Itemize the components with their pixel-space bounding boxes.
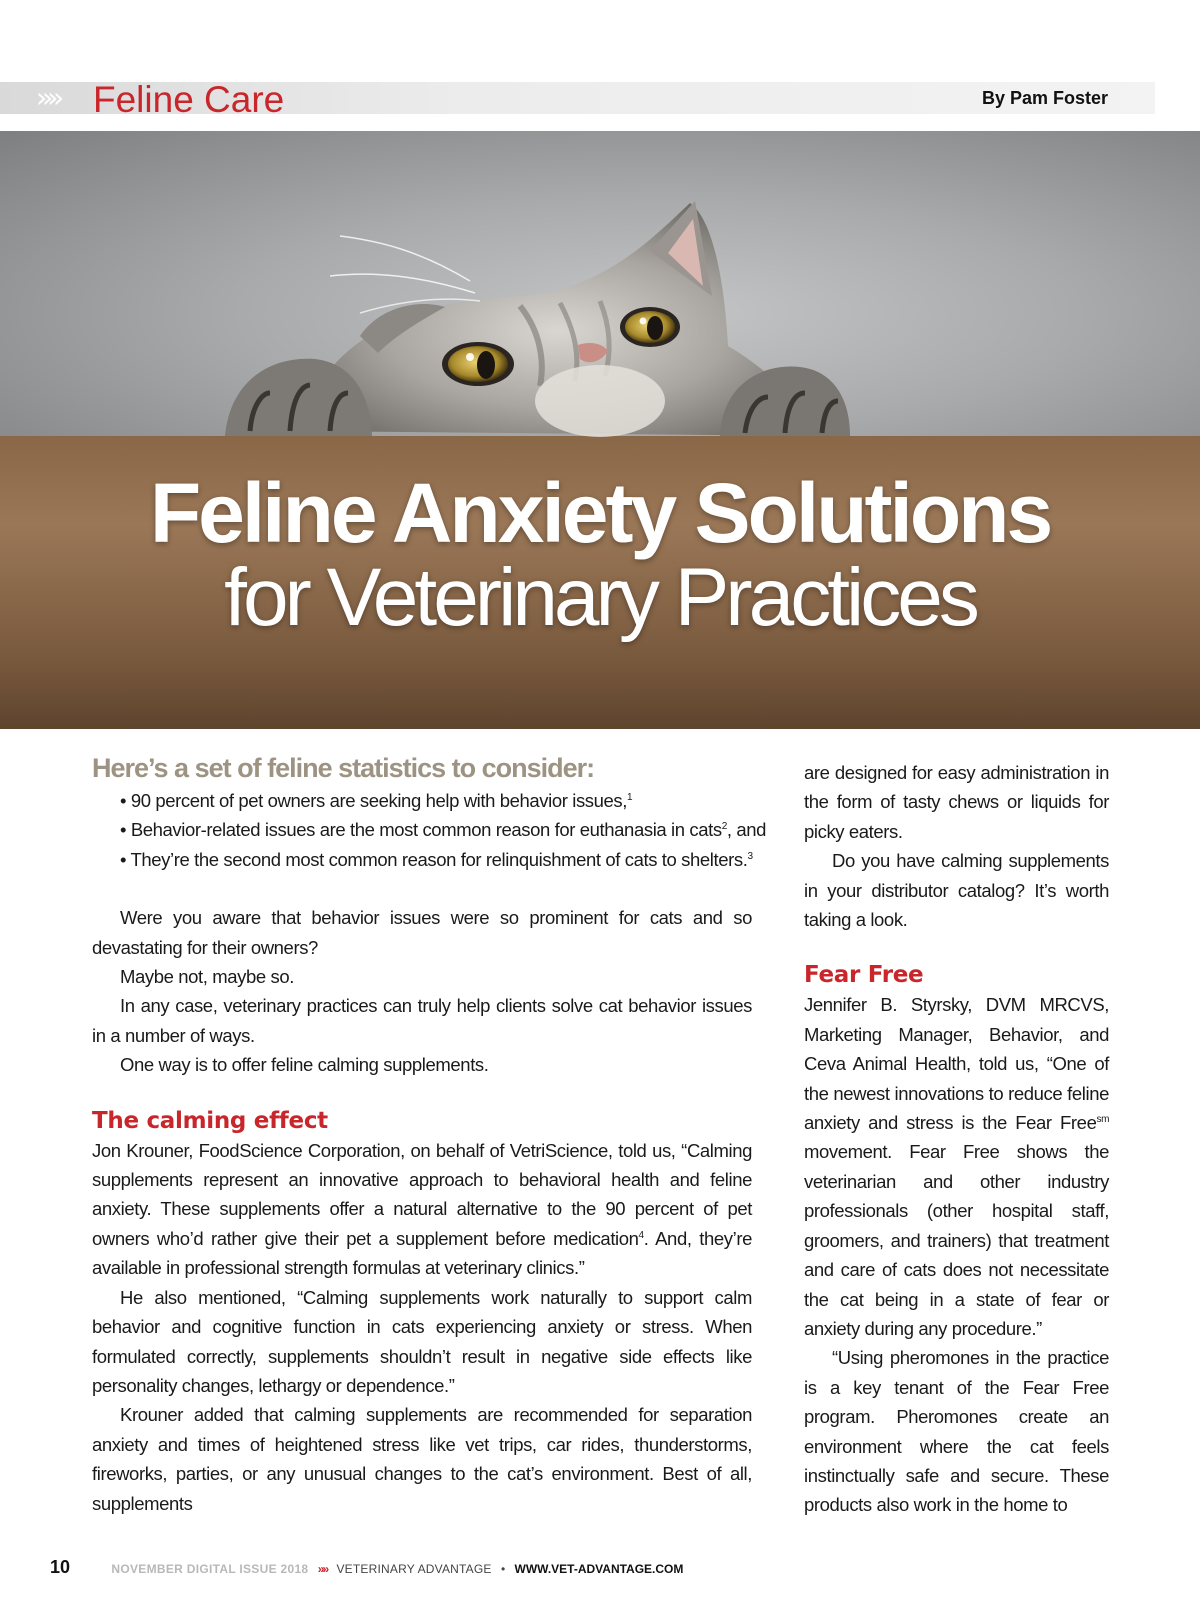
fear-free-heading: Fear Free [804,962,924,989]
page-number: 10 [50,1557,71,1577]
paragraph-gap [92,874,752,903]
hero-image [0,131,1200,729]
paragraph: Were you aware that behavior issues were so prominent for cats and so devastating for their owners? [92,907,752,958]
paragraph: are designed for easy administration in the form of tasty chews or liquids for picky eaters. [804,762,1109,842]
statistics-list [92,786,767,874]
left-column [92,750,767,1518]
issue-label: NOVEMBER DIGITAL ISSUE 2018 [111,1562,309,1576]
article-title: Feline Anxiety Solutions [149,466,1051,560]
paragraph: Do you have calming supplements in your distributor catalog? It’s worth taking a look. [804,850,1109,931]
paragraph: Krouner added that calming supplements are recommended for separation anxiety and times of heightened stress like vet trips, car rides, thunderstorms, fireworks, parties, or any unusual changes to the cat’s environment. Best of all, supplements [92,1404,752,1514]
paragraph: In any case, veterinary practices can truly help clients solve cat behavior issues in a number of ways. [92,995,752,1046]
byline: By Pam Foster [981,88,1108,108]
separator-dot: • [500,1562,506,1576]
paragraph: Jon Krouner, FoodScience Corporation, on behalf of VetriScience, told us, “Calming supplements represent an innovative approach to behavioral health and feline anxiety. These supplements offer a natural alternative to the 90 percent of pet owners who’d rather give their pet a supplement before medication$^4$. And, they’re available in professional strength formulas at veterinary clinics.” [92,1139,752,1279]
paragraph: Maybe not, maybe so. [120,966,295,988]
website-link[interactable]: WWW.VET-ADVANTAGE.COM [514,1562,684,1576]
paragraph: “Using pheromones in the practice is a key tenant of the Fear Free program. Pheromones create an environment where the cat feels instinctually safe and secure. These products also work in the home to [804,1347,1109,1516]
section-name: Feline Care [93,79,285,120]
page-footer [50,1557,1150,1577]
paragraph: One way is to offer feline calming supplements. [120,1054,489,1076]
calming-effect-heading: The calming effect [92,1107,328,1134]
list-item: • They’re the second most common reason for relinquishment of cats to shelters.$^3$ [120,845,752,874]
magazine-name: VETERINARY ADVANTAGE [336,1562,492,1576]
chevron-right-icon: »» [36,81,59,114]
paragraph: He also mentioned, “Calming supplements work naturally to support calm behavior and cognitive function in cats experiencing anxiety or stress. When formulated correctly, supplements shouldn’t result in negative side effects like personality changes, lethargy or dependence.” [92,1286,752,1396]
list-item: • 90 percent of pet owners are seeking help with behavior issues,$^1$ [120,786,752,815]
list-item: • Behavior-related issues are the most common reason for euthanasia in cats$^2$, and [120,815,752,844]
chevron-right-icon: »» [317,1562,328,1576]
paragraph: Jennifer B. Styrsky, DVM MRCVS, Marketing Manager, Behavior, and Ceva Animal Health, told us, “One of the newest innovations to reduce feline anxiety and stress is the Fear Free$^{sm}$ movement. Fear Free shows the veterinarian and other industry professionals (other hospital staff, groomers, and trainers) that treatment and care of cats does not necessitate the cat being in a state of fear or anxiety during any procedure.” [804,994,1109,1339]
article-subtitle: for Veterinary Practices [224,552,976,643]
right-column [804,758,1109,1520]
intro-heading: Here’s a set of feline statistics to consider: [92,753,595,783]
